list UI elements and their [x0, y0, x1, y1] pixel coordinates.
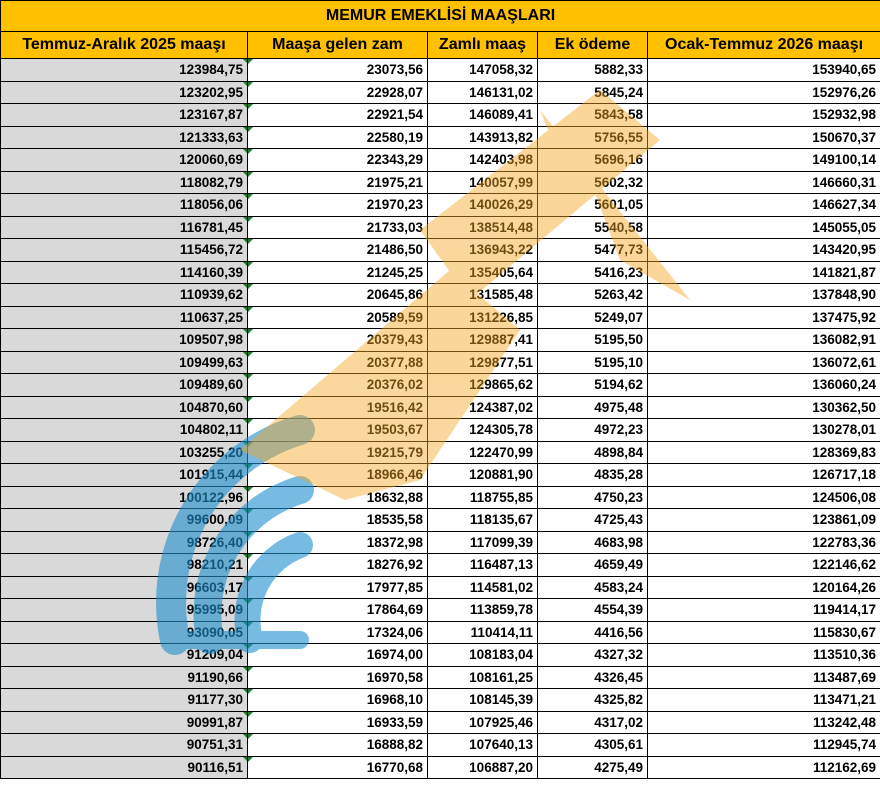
table-cell[interactable]: 146131,02	[428, 81, 538, 104]
table-title: MEMUR EMEKLİSİ MAAŞLARI	[1, 1, 880, 32]
table-cell[interactable]: 4275,49	[538, 756, 648, 779]
table-cell[interactable]: 137848,90	[648, 284, 880, 307]
table-cell[interactable]: 18276,92	[248, 554, 428, 577]
table-cell[interactable]: 110637,25	[1, 306, 248, 329]
table-cell[interactable]: 107640,13	[428, 734, 538, 757]
table-cell[interactable]: 4416,56	[538, 621, 648, 644]
table-row	[1, 104, 880, 127]
table-cell[interactable]: 123202,95	[1, 81, 248, 104]
table-cell[interactable]: 150670,37	[648, 126, 880, 149]
table-cell[interactable]: 115830,67	[648, 621, 880, 644]
table-cell[interactable]: 4972,23	[538, 419, 648, 442]
table-row	[1, 284, 880, 307]
table-row	[1, 194, 880, 217]
table-row	[1, 306, 880, 329]
table-cell[interactable]: 123167,87	[1, 104, 248, 127]
table-cell[interactable]: 108161,25	[428, 666, 538, 689]
table-row	[1, 351, 880, 374]
table-cell[interactable]: 113242,48	[648, 711, 880, 734]
table-cell[interactable]: 124506,08	[648, 486, 880, 509]
table-cell[interactable]: 119414,17	[648, 599, 880, 622]
table-cell[interactable]: 16974,00	[248, 644, 428, 667]
column-header[interactable]: Zamlı maaş	[428, 32, 538, 59]
table-cell[interactable]: 124387,02	[428, 396, 538, 419]
table-row	[1, 216, 880, 239]
table-cell[interactable]: 100122,96	[1, 486, 248, 509]
table-cell[interactable]: 16970,58	[248, 666, 428, 689]
table-cell[interactable]: 124305,78	[428, 419, 538, 442]
table-cell[interactable]: 91209,04	[1, 644, 248, 667]
table-cell[interactable]: 136060,24	[648, 374, 880, 397]
table-cell[interactable]: 23073,56	[248, 59, 428, 82]
table-cell[interactable]: 20377,88	[248, 351, 428, 374]
table-cell[interactable]: 138514,48	[428, 216, 538, 239]
table-cell[interactable]: 5249,07	[538, 306, 648, 329]
table-cell[interactable]: 130278,01	[648, 419, 880, 442]
table-cell[interactable]: 116487,13	[428, 554, 538, 577]
table-cell[interactable]: 143420,95	[648, 239, 880, 262]
table-cell[interactable]: 128369,83	[648, 441, 880, 464]
table-cell[interactable]: 106887,20	[428, 756, 538, 779]
table-cell[interactable]: 113471,21	[648, 689, 880, 712]
table-cell[interactable]: 116781,45	[1, 216, 248, 239]
table-cell[interactable]: 113487,69	[648, 666, 880, 689]
table-cell[interactable]: 93090,05	[1, 621, 248, 644]
table-body	[1, 59, 880, 779]
table-cell[interactable]: 5195,10	[538, 351, 648, 374]
table-cell[interactable]: 22928,07	[248, 81, 428, 104]
table-row	[1, 486, 880, 509]
table-cell[interactable]: 17977,85	[248, 576, 428, 599]
table-cell[interactable]: 4326,45	[538, 666, 648, 689]
table-cell[interactable]: 5845,24	[538, 81, 648, 104]
table-cell[interactable]: 109489,60	[1, 374, 248, 397]
table-cell[interactable]: 109507,98	[1, 329, 248, 352]
table-cell[interactable]: 113510,36	[648, 644, 880, 667]
table-cell[interactable]: 21970,23	[248, 194, 428, 217]
table-row	[1, 464, 880, 487]
table-cell[interactable]: 4725,43	[538, 509, 648, 532]
table-cell[interactable]: 90991,87	[1, 711, 248, 734]
table-cell[interactable]: 123984,75	[1, 59, 248, 82]
table-cell[interactable]: 114160,39	[1, 261, 248, 284]
table-cell[interactable]: 146089,41	[428, 104, 538, 127]
table-cell[interactable]: 4325,82	[538, 689, 648, 712]
table-row	[1, 644, 880, 667]
table-cell[interactable]: 107925,46	[428, 711, 538, 734]
table-cell[interactable]: 5194,62	[538, 374, 648, 397]
table-cell[interactable]: 101915,44	[1, 464, 248, 487]
column-header[interactable]: Ek ödeme	[538, 32, 648, 59]
table-row	[1, 396, 880, 419]
table-cell[interactable]: 109499,63	[1, 351, 248, 374]
table-cell[interactable]: 5882,33	[538, 59, 648, 82]
table-row	[1, 59, 880, 82]
table-cell[interactable]: 5601,05	[538, 194, 648, 217]
table-cell[interactable]: 16933,59	[248, 711, 428, 734]
table-cell[interactable]: 16968,10	[248, 689, 428, 712]
table-cell[interactable]: 95995,09	[1, 599, 248, 622]
table-cell[interactable]: 98726,40	[1, 531, 248, 554]
table-cell[interactable]: 113859,78	[428, 599, 538, 622]
table-cell[interactable]: 5843,58	[538, 104, 648, 127]
table-cell[interactable]: 146660,31	[648, 171, 880, 194]
table-cell[interactable]: 146627,34	[648, 194, 880, 217]
table-cell[interactable]: 96603,17	[1, 576, 248, 599]
table-row	[1, 261, 880, 284]
table-cell[interactable]: 19503,67	[248, 419, 428, 442]
column-header[interactable]: Temmuz-Aralık 2025 maaşı	[1, 32, 248, 59]
table-cell[interactable]: 18535,58	[248, 509, 428, 532]
table-row	[1, 666, 880, 689]
table-cell[interactable]: 5696,16	[538, 149, 648, 172]
table-row	[1, 419, 880, 442]
table-cell[interactable]: 122783,36	[648, 531, 880, 554]
table-row	[1, 329, 880, 352]
table-cell[interactable]: 5195,50	[538, 329, 648, 352]
table-cell[interactable]: 140057,99	[428, 171, 538, 194]
table-cell[interactable]: 131226,85	[428, 306, 538, 329]
table-cell[interactable]: 4583,24	[538, 576, 648, 599]
table-row	[1, 621, 880, 644]
table-cell[interactable]: 122146,62	[648, 554, 880, 577]
table-cell[interactable]: 121333,63	[1, 126, 248, 149]
table-cell[interactable]: 4327,32	[538, 644, 648, 667]
table-cell[interactable]: 20379,43	[248, 329, 428, 352]
table-row	[1, 126, 880, 149]
table-cell[interactable]: 16770,68	[248, 756, 428, 779]
table-cell[interactable]: 112945,74	[648, 734, 880, 757]
table-cell[interactable]: 118056,06	[1, 194, 248, 217]
table-cell[interactable]: 90751,31	[1, 734, 248, 757]
table-row	[1, 756, 880, 779]
table-cell[interactable]: 104802,11	[1, 419, 248, 442]
table-cell[interactable]: 5602,32	[538, 171, 648, 194]
table-cell[interactable]: 4975,48	[538, 396, 648, 419]
table-cell[interactable]: 104870,60	[1, 396, 248, 419]
table-cell[interactable]: 123861,09	[648, 509, 880, 532]
table-cell[interactable]: 120060,69	[1, 149, 248, 172]
table-cell[interactable]: 99600,09	[1, 509, 248, 532]
column-header[interactable]: Ocak-Temmuz 2026 maaşı	[648, 32, 880, 59]
table-cell[interactable]: 5477,73	[538, 239, 648, 262]
table-cell[interactable]: 90116,51	[1, 756, 248, 779]
table-cell[interactable]: 103255,20	[1, 441, 248, 464]
table-cell[interactable]: 20645,86	[248, 284, 428, 307]
table-cell[interactable]: 137475,92	[648, 306, 880, 329]
table-cell[interactable]: 4554,39	[538, 599, 648, 622]
table-cell[interactable]: 21486,50	[248, 239, 428, 262]
table-cell[interactable]: 115456,72	[1, 239, 248, 262]
table-row	[1, 734, 880, 757]
table-cell[interactable]: 4898,84	[538, 441, 648, 464]
table-row	[1, 509, 880, 532]
table-row	[1, 149, 880, 172]
table-cell[interactable]: 126717,18	[648, 464, 880, 487]
table-cell[interactable]: 136943,22	[428, 239, 538, 262]
table-cell[interactable]: 143913,82	[428, 126, 538, 149]
table-cell[interactable]: 118755,85	[428, 486, 538, 509]
table-cell[interactable]: 91190,66	[1, 666, 248, 689]
table-cell[interactable]: 18966,46	[248, 464, 428, 487]
table-cell[interactable]: 135405,64	[428, 261, 538, 284]
table-cell[interactable]: 19215,79	[248, 441, 428, 464]
table-cell[interactable]: 130362,50	[648, 396, 880, 419]
table-cell[interactable]: 118082,79	[1, 171, 248, 194]
table-row	[1, 239, 880, 262]
table-cell[interactable]: 18372,98	[248, 531, 428, 554]
table-cell[interactable]: 16888,82	[248, 734, 428, 757]
table-cell[interactable]: 19516,42	[248, 396, 428, 419]
table-cell[interactable]: 129877,51	[428, 351, 538, 374]
column-header[interactable]: Maaşa gelen zam	[248, 32, 428, 59]
table-row	[1, 81, 880, 104]
table-cell[interactable]: 21245,25	[248, 261, 428, 284]
table-cell[interactable]: 18632,88	[248, 486, 428, 509]
table-cell[interactable]: 4317,02	[538, 711, 648, 734]
table-cell[interactable]: 108145,39	[428, 689, 538, 712]
table-row	[1, 599, 880, 622]
table-cell[interactable]: 117099,39	[428, 531, 538, 554]
table-cell[interactable]: 20376,02	[248, 374, 428, 397]
table-row	[1, 554, 880, 577]
table-cell[interactable]: 4305,61	[538, 734, 648, 757]
table-cell[interactable]: 118135,67	[428, 509, 538, 532]
table-row	[1, 441, 880, 464]
table-cell[interactable]: 147058,32	[428, 59, 538, 82]
table-row	[1, 374, 880, 397]
table-cell[interactable]: 136082,91	[648, 329, 880, 352]
table-cell[interactable]: 4683,98	[538, 531, 648, 554]
table-cell[interactable]: 5540,58	[538, 216, 648, 239]
table-row	[1, 711, 880, 734]
table-cell[interactable]: 22580,19	[248, 126, 428, 149]
table-cell[interactable]: 149100,14	[648, 149, 880, 172]
table-cell[interactable]: 4750,23	[538, 486, 648, 509]
table-cell[interactable]: 21975,21	[248, 171, 428, 194]
table-cell[interactable]: 141821,87	[648, 261, 880, 284]
table-cell[interactable]: 152932,98	[648, 104, 880, 127]
table-cell[interactable]: 91177,30	[1, 689, 248, 712]
table-cell[interactable]: 17324,06	[248, 621, 428, 644]
table-cell[interactable]: 4835,28	[538, 464, 648, 487]
title-row	[1, 1, 880, 32]
table-cell[interactable]: 5756,55	[538, 126, 648, 149]
table-cell[interactable]: 140026,29	[428, 194, 538, 217]
table-cell[interactable]: 152976,26	[648, 81, 880, 104]
table-cell[interactable]: 145055,05	[648, 216, 880, 239]
header-row	[1, 32, 880, 59]
table-cell[interactable]: 120881,90	[428, 464, 538, 487]
table-cell[interactable]: 98210,21	[1, 554, 248, 577]
table-cell[interactable]: 22343,29	[248, 149, 428, 172]
table-row	[1, 171, 880, 194]
table-cell[interactable]: 136072,61	[648, 351, 880, 374]
table-row	[1, 576, 880, 599]
table-cell[interactable]: 20589,59	[248, 306, 428, 329]
table-cell[interactable]: 110939,62	[1, 284, 248, 307]
table-cell[interactable]: 21733,03	[248, 216, 428, 239]
table-cell[interactable]: 17864,69	[248, 599, 428, 622]
table-cell[interactable]: 131585,48	[428, 284, 538, 307]
table-cell[interactable]: 120164,26	[648, 576, 880, 599]
table-row	[1, 689, 880, 712]
table-cell[interactable]: 142403,98	[428, 149, 538, 172]
table-cell[interactable]: 22921,54	[248, 104, 428, 127]
table-cell[interactable]: 129865,62	[428, 374, 538, 397]
table-cell[interactable]: 129887,41	[428, 329, 538, 352]
table-cell[interactable]: 153940,65	[648, 59, 880, 82]
table-cell[interactable]: 110414,11	[428, 621, 538, 644]
table-row	[1, 531, 880, 554]
table-cell[interactable]: 112162,69	[648, 756, 880, 779]
table-cell[interactable]: 122470,99	[428, 441, 538, 464]
table-cell[interactable]: 114581,02	[428, 576, 538, 599]
table-cell[interactable]: 5416,23	[538, 261, 648, 284]
table-cell[interactable]: 4659,49	[538, 554, 648, 577]
table-cell[interactable]: 5263,42	[538, 284, 648, 307]
table-cell[interactable]: 108183,04	[428, 644, 538, 667]
